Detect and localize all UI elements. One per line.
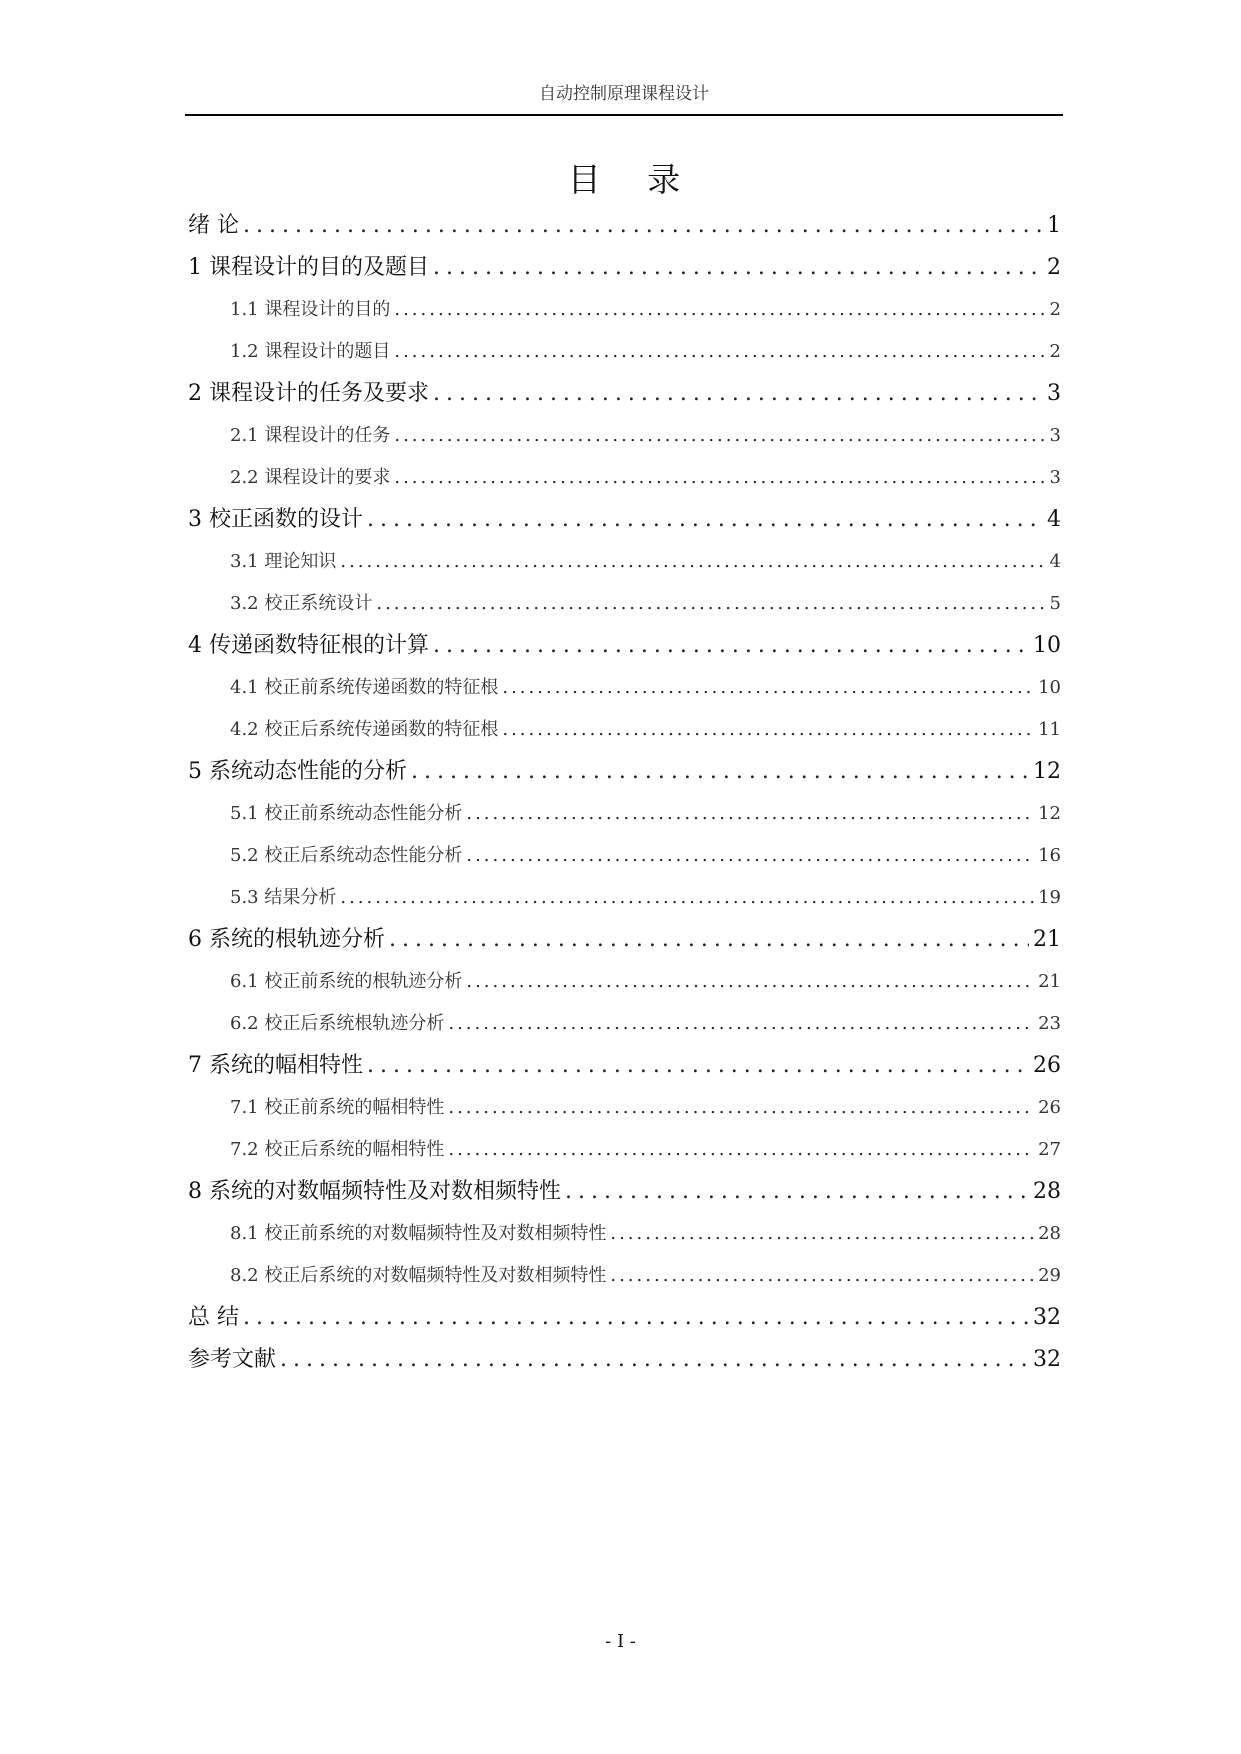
dot-leader [243,205,1043,247]
toc-entry[interactable] [188,1045,1061,1087]
dot-leader [610,1255,1034,1297]
toc-entry-page: 16 [1038,845,1061,866]
toc-title: 目 录 [567,160,699,199]
dot-leader [340,877,1034,919]
running-header: 自动控制原理课程设计 [185,80,1063,116]
toc-entry-label: 2.2 课程设计的要求 [230,467,391,488]
toc-entry[interactable] [188,1339,1061,1381]
toc-subentry[interactable] [188,289,1061,331]
dot-leader [502,709,1034,751]
toc-entry-page: 21 [1033,927,1061,952]
toc-entry-label: 7.2 校正后系统的幅相特性 [230,1139,445,1160]
toc-entry-page: 10 [1033,633,1061,658]
toc-entry-label: 3.2 校正系统设计 [230,593,373,614]
dot-leader [433,373,1043,415]
toc-entry-label: 5 系统动态性能的分析 [188,759,407,784]
dot-leader [394,289,1045,331]
dot-leader [394,331,1045,373]
table-of-contents [188,205,1061,1381]
toc-entry-label: 4.1 校正前系统传递函数的特征根 [230,677,499,698]
toc-entry-label: 5.3 结果分析 [230,887,337,908]
toc-entry[interactable] [188,751,1061,793]
dot-leader [411,751,1029,793]
toc-entry-label: 6 系统的根轨迹分析 [188,927,385,952]
dot-leader [502,667,1034,709]
dot-leader [466,835,1034,877]
toc-entry-label: 参考文献 [188,1347,277,1372]
toc-subentry[interactable] [188,415,1061,457]
toc-entry-page: 12 [1038,803,1061,824]
toc-entry-label: 1 课程设计的目的及题目 [188,255,429,280]
toc-entry-label: 4 传递函数特征根的计算 [188,633,429,658]
toc-subentry[interactable] [188,1255,1061,1297]
toc-entry[interactable] [188,205,1061,247]
toc-entry-page: 23 [1038,1013,1061,1034]
toc-entry[interactable] [188,247,1061,289]
toc-entry-page: 32 [1033,1347,1061,1372]
toc-entry-page: 3 [1047,381,1061,406]
toc-subentry[interactable] [188,793,1061,835]
toc-entry-page: 3 [1049,467,1061,488]
dot-leader [610,1213,1034,1255]
toc-entry-label: 2 课程设计的任务及要求 [188,381,429,406]
dot-leader [367,499,1043,541]
toc-entry-page: 11 [1038,719,1061,740]
toc-entry[interactable] [188,1171,1061,1213]
toc-entry-page: 12 [1033,759,1061,784]
toc-entry-label: 8.1 校正前系统的对数幅频特性及对数相频特性 [230,1223,607,1244]
toc-entry-page: 21 [1038,971,1061,992]
toc-entry[interactable] [188,499,1061,541]
dot-leader [367,1045,1029,1087]
toc-entry-label: 1.1 课程设计的目的 [230,299,391,320]
toc-entry[interactable] [188,1297,1061,1339]
toc-entry-page: 5 [1049,593,1061,614]
toc-entry-page: 27 [1038,1139,1061,1160]
toc-entry[interactable] [188,373,1061,415]
dot-leader [433,625,1029,667]
toc-entry-label: 8.2 校正后系统的对数幅频特性及对数相频特性 [230,1265,607,1286]
toc-entry-label: 4.2 校正后系统传递函数的特征根 [230,719,499,740]
toc-entry-label: 5.2 校正后系统动态性能分析 [230,845,463,866]
toc-subentry[interactable] [188,1129,1061,1171]
toc-subentry[interactable] [188,667,1061,709]
toc-subentry[interactable] [188,1213,1061,1255]
dot-leader [448,1003,1034,1045]
toc-subentry[interactable] [188,835,1061,877]
toc-subentry[interactable] [188,961,1061,1003]
toc-entry-label: 5.1 校正前系统动态性能分析 [230,803,463,824]
dot-leader [466,961,1034,1003]
toc-subentry[interactable] [188,457,1061,499]
dot-leader [448,1129,1034,1171]
toc-entry-page: 4 [1047,507,1061,532]
toc-entry-label: 7 系统的幅相特性 [188,1053,363,1078]
toc-subentry[interactable] [188,709,1061,751]
toc-subentry[interactable] [188,331,1061,373]
toc-entry[interactable] [188,625,1061,667]
toc-entry-page: 28 [1038,1223,1061,1244]
toc-entry-label: 8 系统的对数幅频特性及对数相频特性 [188,1179,561,1204]
toc-entry-page: 28 [1033,1179,1061,1204]
dot-leader [280,1339,1029,1381]
toc-entry-label: 6.2 校正后系统根轨迹分析 [230,1013,445,1034]
dot-leader [340,541,1045,583]
dot-leader [565,1171,1029,1213]
toc-subentry[interactable] [188,583,1061,625]
toc-entry-page: 10 [1038,677,1061,698]
toc-entry-page: 2 [1049,299,1061,320]
dot-leader [433,247,1043,289]
toc-entry-label: 6.1 校正前系统的根轨迹分析 [230,971,463,992]
dot-leader [389,919,1029,961]
toc-entry-label: 7.1 校正前系统的幅相特性 [230,1097,445,1118]
toc-entry-page: 3 [1049,425,1061,446]
toc-entry-page: 2 [1047,255,1061,280]
toc-entry[interactable] [188,919,1061,961]
toc-subentry[interactable] [188,877,1061,919]
toc-subentry[interactable] [188,1003,1061,1045]
dot-leader [394,457,1045,499]
dot-leader [394,415,1045,457]
dot-leader [448,1087,1034,1129]
toc-entry-label: 1.2 课程设计的题目 [230,341,391,362]
toc-entry-label: 2.1 课程设计的任务 [230,425,391,446]
toc-subentry[interactable] [188,541,1061,583]
toc-entry-page: 19 [1038,887,1061,908]
toc-entry-page: 2 [1049,341,1061,362]
dot-leader [376,583,1045,625]
toc-entry-label: 绪 论 [188,213,239,238]
toc-entry-page: 32 [1033,1305,1061,1330]
toc-entry-page: 1 [1047,213,1061,238]
toc-entry-label: 3 校正函数的设计 [188,507,363,532]
dot-leader [243,1297,1029,1339]
dot-leader [466,793,1034,835]
toc-entry-label: 总 结 [188,1305,239,1330]
toc-entry-page: 26 [1033,1053,1061,1078]
toc-entry-page: 4 [1049,551,1061,572]
toc-subentry[interactable] [188,1087,1061,1129]
toc-entry-page: 29 [1038,1265,1061,1286]
toc-entry-page: 26 [1038,1097,1061,1118]
toc-entry-label: 3.1 理论知识 [230,551,337,572]
page-number: - I - [605,1631,636,1652]
